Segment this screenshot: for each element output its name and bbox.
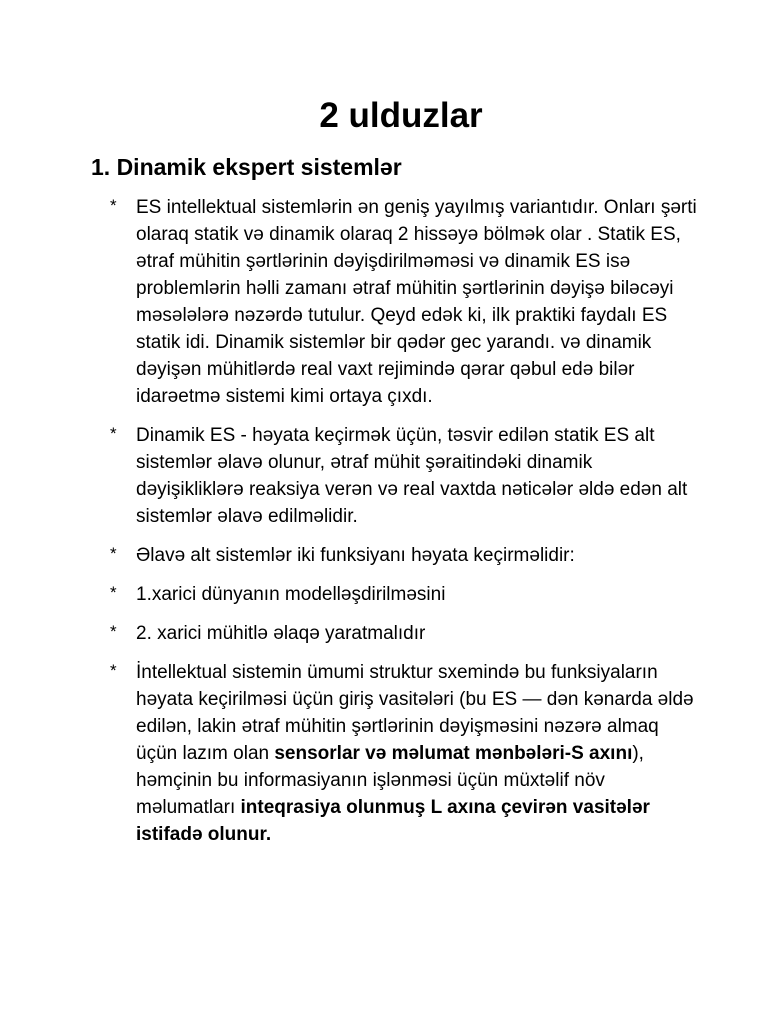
bullet-text: Əlavə alt sistemlər iki funksiyanı həyata keçirməlidir:: [136, 545, 575, 566]
bullet-star-icon: *: [110, 661, 117, 680]
bullet-text-part: ), həmçinin bu informasiyanın işlənməsi üçün müxtəlif növ məlumatları: [136, 743, 644, 818]
bullet-text-part: İntellektual sistemin ümumi struktur sxemində bu funksiyaların həyata keçirilməsi üçün giriş vasitələri (bu ES — dən kənarda əldə edilən, lakin ətraf mühitin şərtlərinin dəyişməsini nəzərə almaq üçün lazım olan: [136, 662, 694, 764]
bullet-text: 1.xarici dünyanın modelləşdirilməsini: [136, 584, 446, 605]
bold-phrase: sensorlar və məlumat mənbələri-S axını: [274, 743, 633, 764]
bullet-star-icon: *: [110, 196, 117, 215]
bullet-star-icon: *: [110, 622, 117, 641]
bold-phrase: inteqrasiya olunmuş L axına çevirən vasitələr istifadə olunur.: [136, 797, 650, 845]
bullet-text: Dinamik ES - həyata keçirmək üçün, təsvir edilən statik ES alt sistemlər əlavə olunur, ətraf mühit şəraitindəki dinamik dəyişikliklərə reaksiya verən və real vaxtda nəticələr əldə edən alt sistemlər əlavə edilməlidir.: [136, 425, 688, 527]
bullet-star-icon: *: [110, 544, 117, 563]
bullet-text: 2. xarici mühitlə əlaqə yaratmalıdır: [136, 623, 426, 644]
bullet-item: [110, 542, 700, 569]
bullet-item: [110, 659, 700, 848]
page-title: 2 ulduzlar: [319, 96, 483, 135]
bullet-item: [110, 620, 700, 647]
bullet-star-icon: *: [110, 583, 117, 602]
bullet-item: [110, 581, 700, 608]
bullet-item: [110, 194, 700, 410]
section-heading: 1. Dinamik ekspert sistemlər: [91, 154, 402, 180]
bullet-star-icon: *: [110, 424, 117, 443]
bullet-item: [110, 422, 700, 530]
bullet-list: [110, 194, 700, 860]
bullet-text: ES intellektual sistemlərin ən geniş yayılmış variantıdır. Onları şərti olaraq statik və dinamik olaraq 2 hissəyə bölmək olar . Statik ES, ətraf mühitin şərtlərinin dəyişdirilməməsi və dinamik ES isə problemlərin həlli zamanı ətraf mühitin şərtlərinin dəyişə biləcəyi məsələlərə nəzərdə tutulur. Qeyd edək ki, ilk praktiki faydalı ES statik idi. Dinamik sistemlər bir qədər gec yarandı. və dinamik dəyişən mühitlərdə real vaxt rejimində qərar qəbul edə bilər idarəetmə sistemi kimi ortaya çıxdı.: [136, 197, 697, 407]
